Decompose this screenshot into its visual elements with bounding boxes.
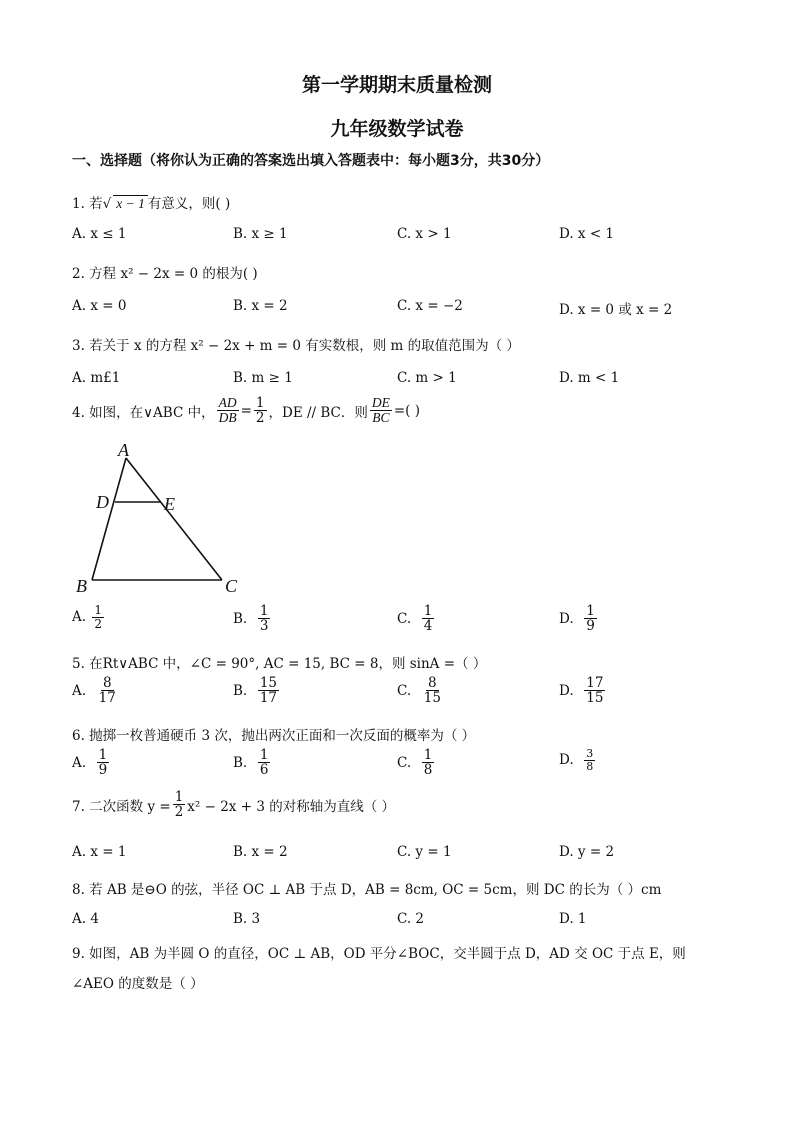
label-b: B <box>76 576 87 596</box>
label-a: A <box>118 440 129 460</box>
question-2-stem: 2. 方程 x² − 2x = 0 的根为( ) <box>72 266 258 282</box>
q3-option-a: A. m£1 <box>72 370 121 386</box>
question-4-stem <box>72 396 420 425</box>
q1-radicand: x − 1 <box>113 195 148 212</box>
q8-option-b: B. 3 <box>233 911 261 927</box>
q5-option-a: A. $\frac{8}{17}$ <box>72 675 116 707</box>
q1-option-d: D. x < 1 <box>559 226 615 242</box>
q6-option-d: D. $\frac{3}{8}$ <box>559 747 594 773</box>
q1-stem-pre: 1. 若 <box>72 196 103 212</box>
q1-option-b: B. x ≥ 1 <box>233 226 288 242</box>
q7-fraction-half: $\frac{1}{2}$ <box>174 789 184 821</box>
q4-fraction-ad-db: $\frac{AD}{DB}$ <box>218 395 237 426</box>
q2-option-b: B. x = 2 <box>233 298 288 314</box>
q7-option-d: D. y = 2 <box>559 844 615 860</box>
q6-option-c: C. $\frac{1}{8}$ <box>397 747 433 779</box>
q4-option-c: C. $\frac{1}{4}$ <box>397 603 433 635</box>
label-e: E <box>164 494 175 514</box>
q4-fraction-half: $\frac{1}{2}$ <box>255 395 265 427</box>
section-heading: 一、选择题（将你认为正确的答案选出填入答题表中：每小题3分，共30分） <box>72 153 550 169</box>
q2-option-c: C. x = −2 <box>397 298 463 314</box>
q8-option-a: A. 4 <box>72 911 99 927</box>
question-9-stem-line1: 9. 如图，AB 为半圆 O 的直径，OC ⊥ AB，OD 平分∠BOC，交半圆于点 D，AD 交 OC 于点 E，则 <box>72 946 686 962</box>
q1-option-c: C. x > 1 <box>397 226 452 242</box>
page-subtitle: 九年级数学试卷 <box>330 118 464 140</box>
q4-option-b: B. $\frac{1}{3}$ <box>233 603 269 635</box>
question-5-stem: 5. 在Rt∨ABC 中，∠C = 90°, AC = 15, BC = 8，则 sinA =（ ） <box>72 656 487 672</box>
q4-equals: = <box>240 402 252 419</box>
q5-option-d: D. $\frac{17}{15}$ <box>559 675 604 707</box>
q1-option-a: A. x ≤ 1 <box>72 226 127 242</box>
side-ab <box>92 458 126 580</box>
q4-stem-post: =( ) <box>393 402 420 419</box>
question-7-stem: 7. 二次函数 y = $\frac{1}{2}$ x² − 2x + 3 的对称轴为直线（ ） <box>72 789 395 821</box>
q4-stem-mid: ，DE // BC．则 <box>268 404 368 421</box>
q6-option-a: A. $\frac{1}{9}$ <box>72 747 108 779</box>
page-title: 第一学期期末质量检测 <box>301 74 492 96</box>
question-3-stem: 3. 若关于 x 的方程 x² − 2x + m = 0 有实数根，则 m 的取值范围为（ ） <box>72 338 520 354</box>
q5-option-b: B. $\frac{15}{17}$ <box>233 675 277 707</box>
q2-option-a: A. x = 0 <box>72 298 127 314</box>
triangle-figure <box>70 436 250 596</box>
side-ac <box>126 458 222 580</box>
question-9-stem-line2: ∠AEO 的度数是（ ） <box>72 976 204 992</box>
q3-option-b: B. m ≥ 1 <box>233 370 293 386</box>
q6-option-b: B. $\frac{1}{6}$ <box>233 747 269 779</box>
question-8-stem: 8. 若 AB 是⊖O 的弦，半径 OC ⊥ AB 于点 D，AB = 8cm, OC = 5cm，则 DC 的长为（ ）cm <box>72 882 662 898</box>
q3-option-d: D. m < 1 <box>559 370 620 386</box>
q8-option-d: D. 1 <box>559 911 587 927</box>
question-1-stem <box>72 192 230 212</box>
q7-option-c: C. y = 1 <box>397 844 452 860</box>
q4-fraction-de-bc: $\frac{DE}{BC}$ <box>371 395 390 426</box>
q8-option-c: C. 2 <box>397 911 425 927</box>
q7-option-a: A. x = 1 <box>72 844 127 860</box>
q5-option-c: C. $\frac{8}{15}$ <box>397 675 441 707</box>
q4-option-d: D. $\frac{1}{9}$ <box>559 603 595 635</box>
q7-option-b: B. x = 2 <box>233 844 288 860</box>
q4-option-a: A. $\frac{1}{2}$ <box>72 603 102 631</box>
question-6-stem: 6. 抛掷一枚普通硬币 3 次，抛出两次正面和一次反面的概率为（ ） <box>72 728 476 744</box>
q2-option-d: D. x = 0 或 x = 2 <box>559 302 673 318</box>
q1-stem-post: 有意义，则( ) <box>147 196 231 212</box>
q3-option-c: C. m > 1 <box>397 370 457 386</box>
label-c: C <box>225 576 238 596</box>
label-d: D <box>96 492 109 512</box>
q4-stem-pre: 4. 如图，在∨ABC 中， <box>72 404 215 421</box>
sqrt-symbol: √ <box>102 196 112 212</box>
